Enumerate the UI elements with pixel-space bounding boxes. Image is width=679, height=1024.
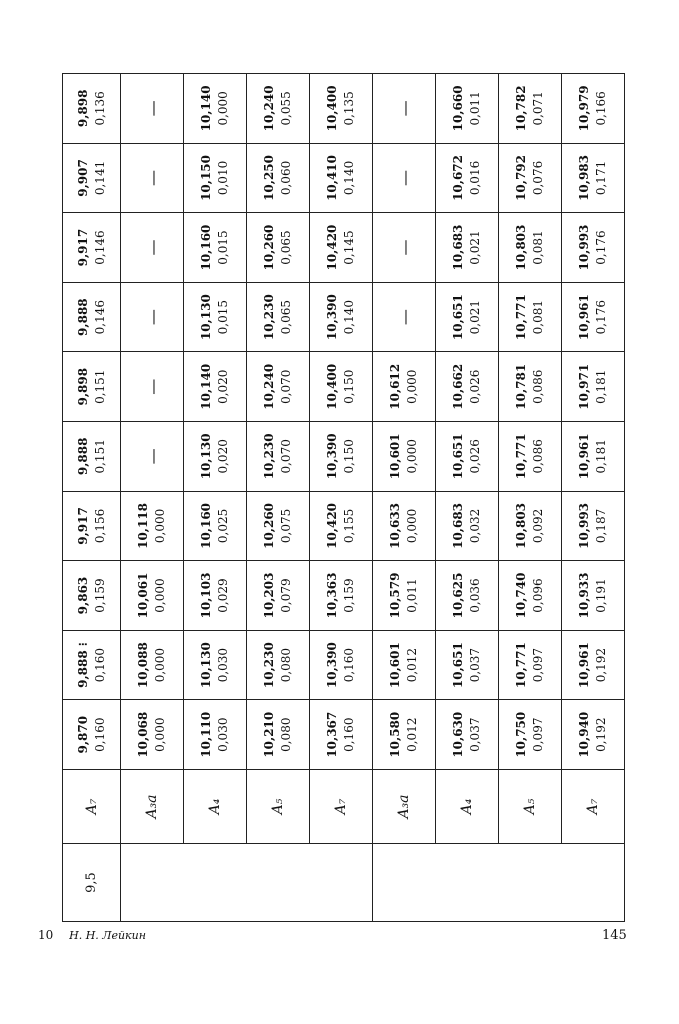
- cell-primary-value: 9,917: [75, 228, 90, 267]
- cell-secondary-value: 0,146: [92, 230, 107, 265]
- cell-secondary-value: 0,192: [594, 647, 608, 683]
- value-cell: [562, 352, 625, 422]
- cell-secondary-value: 0,055: [279, 91, 293, 126]
- value-cell: [310, 422, 373, 492]
- cell-primary-value: 9,898: [75, 89, 90, 128]
- cell-primary-value: 10,260: [262, 224, 276, 271]
- value-cell: [499, 143, 562, 213]
- cell-secondary-value: 0,021: [468, 230, 482, 265]
- value-cell: [121, 143, 184, 213]
- cell-primary-value: 10,993: [577, 224, 591, 271]
- value-cell: [499, 630, 562, 700]
- cell-primary-value: 10,203: [262, 572, 276, 619]
- cell-primary-value: 10,230: [262, 642, 276, 689]
- value-cell: [184, 561, 247, 631]
- cell-primary-value: 10,130: [199, 433, 213, 480]
- cell-primary-value: 10,579: [388, 572, 402, 619]
- cell-secondary-value: 0,015: [216, 299, 230, 335]
- value-cell: [436, 491, 499, 561]
- dash-mark: —: [394, 100, 414, 117]
- value-cell: [63, 213, 121, 283]
- cell-secondary-value: 0,155: [342, 508, 356, 544]
- cell-secondary-value: 0,160: [92, 647, 107, 683]
- cell-secondary-value: 0,159: [92, 578, 107, 613]
- dash-mark: —: [142, 169, 162, 186]
- cell-primary-value: 10,390: [325, 433, 339, 480]
- cell-secondary-value: 0,029: [216, 578, 230, 613]
- value-cell: [63, 422, 121, 492]
- cell-secondary-value: 0,081: [531, 230, 545, 265]
- cell-secondary-value: 0,075: [279, 508, 293, 544]
- cell-secondary-value: 0,011: [468, 91, 482, 126]
- cell-primary-value: 10,210: [262, 711, 276, 758]
- cell-primary-value: 10,160: [199, 502, 213, 549]
- cell-primary-value: 10,683: [451, 502, 465, 549]
- cell-secondary-value: 0,070: [279, 369, 293, 404]
- cell-secondary-value: 0,000: [405, 369, 419, 404]
- cell-secondary-value: 0,020: [216, 369, 230, 404]
- value-cell: [121, 282, 184, 352]
- type-label-cell: A₄: [184, 770, 247, 844]
- cell-secondary-value: 0,076: [531, 160, 545, 196]
- cell-primary-value: 10,683: [451, 224, 465, 271]
- value-cell: [436, 143, 499, 213]
- value-cell: [310, 213, 373, 283]
- table-row: [63, 74, 121, 922]
- group-value-cell: [121, 844, 373, 922]
- value-cell: [373, 561, 436, 631]
- table-row: [310, 74, 373, 922]
- cell-secondary-value: 0,086: [531, 369, 545, 404]
- cell-secondary-value: 0,187: [594, 508, 608, 544]
- value-cell: [121, 74, 184, 144]
- value-cell: [310, 352, 373, 422]
- cell-primary-value: 10,160: [199, 224, 213, 271]
- cell-primary-value: 10,651: [451, 433, 465, 480]
- value-cell: [63, 143, 121, 213]
- cell-primary-value: 10,803: [514, 224, 528, 271]
- cell-secondary-value: 0,097: [531, 717, 545, 752]
- value-cell: [184, 352, 247, 422]
- cell-primary-value: 10,633: [388, 502, 402, 549]
- cell-primary-value: 10,110: [199, 711, 213, 758]
- cell-primary-value: 9,907: [75, 159, 90, 197]
- value-cell: [310, 700, 373, 770]
- page-number: 145: [602, 928, 627, 943]
- value-cell: [247, 213, 310, 283]
- cell-primary-value: 10,260: [262, 502, 276, 549]
- cell-primary-value: 10,068: [136, 711, 150, 758]
- cell-primary-value: 10,651: [451, 294, 465, 341]
- value-cell: [436, 282, 499, 352]
- cell-primary-value: 9,870: [75, 715, 90, 754]
- table-row: [247, 74, 310, 922]
- cell-secondary-value: 0,032: [468, 508, 482, 544]
- table-row: [184, 74, 247, 922]
- group-value-cell: 9,5: [63, 844, 121, 922]
- value-cell: [373, 422, 436, 492]
- value-cell: [436, 630, 499, 700]
- cell-secondary-value: 0,010: [216, 160, 230, 196]
- running-header: [38, 928, 146, 942]
- table-row: [499, 74, 562, 922]
- cell-secondary-value: 0,135: [342, 91, 356, 126]
- value-cell: [247, 282, 310, 352]
- cell-secondary-value: 0,081: [531, 299, 545, 335]
- cell-primary-value: 10,971: [577, 363, 591, 410]
- group-value-cell: [373, 844, 625, 922]
- type-label-cell: A₇: [63, 770, 121, 844]
- cell-primary-value: 10,961: [577, 642, 591, 689]
- cell-primary-value: 10,088: [136, 642, 150, 689]
- cell-secondary-value: 0,011: [405, 578, 419, 613]
- cell-secondary-value: 0,150: [342, 369, 356, 404]
- value-cell: [562, 282, 625, 352]
- value-cell: [247, 74, 310, 144]
- cell-primary-value: 9,888 ⁝: [75, 642, 90, 688]
- value-cell: [562, 74, 625, 144]
- table-row: [121, 74, 184, 922]
- cell-primary-value: 10,130: [199, 294, 213, 341]
- value-cell: [499, 422, 562, 492]
- cell-secondary-value: 0,092: [531, 508, 545, 544]
- cell-primary-value: 10,601: [388, 433, 402, 480]
- value-cell: [562, 561, 625, 631]
- value-cell: [247, 352, 310, 422]
- value-cell: [562, 700, 625, 770]
- dash-mark: —: [142, 239, 162, 256]
- cell-secondary-value: 0,000: [216, 91, 230, 126]
- value-cell: [247, 143, 310, 213]
- cell-primary-value: 10,750: [514, 711, 528, 758]
- cell-secondary-value: 0,071: [531, 91, 545, 126]
- cell-primary-value: 10,363: [325, 572, 339, 619]
- value-cell: [436, 561, 499, 631]
- cell-primary-value: 10,140: [199, 85, 213, 132]
- cell-primary-value: 10,420: [325, 502, 339, 549]
- cell-primary-value: 10,580: [388, 711, 402, 758]
- value-cell: [121, 700, 184, 770]
- value-cell: [436, 352, 499, 422]
- cell-secondary-value: 0,136: [92, 91, 107, 126]
- dash-mark: —: [142, 378, 162, 395]
- cell-primary-value: 10,390: [325, 642, 339, 689]
- cell-primary-value: 10,782: [514, 85, 528, 132]
- value-cell: [436, 700, 499, 770]
- value-cell: [436, 213, 499, 283]
- author-name: Н. Н. Лейкин: [69, 929, 146, 942]
- value-cell: [436, 74, 499, 144]
- cell-primary-value: 10,740: [514, 572, 528, 619]
- cell-secondary-value: 0,012: [405, 647, 419, 683]
- value-cell: [63, 282, 121, 352]
- dash-mark: —: [394, 239, 414, 256]
- value-cell: [121, 630, 184, 700]
- cell-primary-value: 10,983: [577, 154, 591, 201]
- cell-secondary-value: 0,150: [342, 439, 356, 474]
- value-cell: [310, 282, 373, 352]
- cell-secondary-value: 0,000: [405, 439, 419, 474]
- cell-secondary-value: 0,151: [92, 439, 107, 474]
- cell-primary-value: 10,250: [262, 154, 276, 201]
- rotated-data-table: [62, 74, 624, 922]
- cell-secondary-value: 0,012: [405, 717, 419, 752]
- cell-primary-value: 10,933: [577, 572, 591, 619]
- value-cell: [499, 282, 562, 352]
- cell-secondary-value: 0,192: [594, 717, 608, 752]
- cell-primary-value: 10,400: [325, 85, 339, 132]
- dash-mark: —: [142, 309, 162, 326]
- value-cell: [121, 352, 184, 422]
- value-cell: [247, 491, 310, 561]
- value-cell: [63, 561, 121, 631]
- value-cell: [121, 213, 184, 283]
- cell-primary-value: 10,625: [451, 572, 465, 619]
- cell-secondary-value: 0,030: [216, 647, 230, 683]
- data-table: [62, 73, 625, 922]
- value-cell: [63, 491, 121, 561]
- cell-secondary-value: 0,020: [216, 439, 230, 474]
- cell-secondary-value: 0,036: [468, 578, 482, 613]
- cell-primary-value: 10,118: [136, 502, 150, 549]
- value-cell: [184, 491, 247, 561]
- dash-mark: —: [142, 100, 162, 117]
- cell-primary-value: 10,771: [514, 294, 528, 341]
- value-cell: [373, 491, 436, 561]
- value-cell: [184, 143, 247, 213]
- value-cell: [499, 213, 562, 283]
- cell-primary-value: 10,660: [451, 85, 465, 132]
- cell-secondary-value: 0,037: [468, 717, 482, 752]
- value-cell: [121, 561, 184, 631]
- value-cell: [499, 352, 562, 422]
- cell-primary-value: 10,961: [577, 433, 591, 480]
- value-cell: [373, 352, 436, 422]
- cell-secondary-value: 0,000: [153, 717, 167, 752]
- cell-primary-value: 9,863: [75, 576, 90, 615]
- cell-secondary-value: 0,097: [531, 647, 545, 683]
- cell-primary-value: 10,367: [325, 711, 339, 758]
- value-cell: [373, 213, 436, 283]
- cell-primary-value: 10,771: [514, 642, 528, 689]
- cell-secondary-value: 0,000: [153, 508, 167, 544]
- value-cell: [562, 630, 625, 700]
- cell-secondary-value: 0,160: [342, 717, 356, 752]
- value-cell: [436, 422, 499, 492]
- cell-primary-value: 10,672: [451, 154, 465, 201]
- cell-primary-value: 10,390: [325, 294, 339, 341]
- value-cell: [247, 561, 310, 631]
- cell-secondary-value: 0,021: [468, 299, 482, 335]
- value-cell: [373, 282, 436, 352]
- cell-primary-value: 10,803: [514, 502, 528, 549]
- type-label-cell: A₄: [436, 770, 499, 844]
- value-cell: [562, 213, 625, 283]
- cell-primary-value: 10,230: [262, 433, 276, 480]
- cell-secondary-value: 0,065: [279, 299, 293, 335]
- cell-secondary-value: 0,070: [279, 439, 293, 474]
- cell-primary-value: 10,061: [136, 572, 150, 619]
- cell-secondary-value: 0,030: [216, 717, 230, 752]
- cell-secondary-value: 0,140: [342, 299, 356, 335]
- value-cell: [562, 143, 625, 213]
- cell-secondary-value: 0,176: [594, 299, 608, 335]
- value-cell: [562, 422, 625, 492]
- type-label-cell: A₅: [499, 770, 562, 844]
- cell-secondary-value: 0,145: [342, 230, 356, 265]
- cell-primary-value: 10,630: [451, 711, 465, 758]
- cell-primary-value: 10,601: [388, 642, 402, 689]
- cell-primary-value: 10,979: [577, 85, 591, 132]
- dash-mark: —: [142, 448, 162, 465]
- type-label-cell: A₃a: [121, 770, 184, 844]
- cell-secondary-value: 0,141: [92, 160, 107, 196]
- value-cell: [373, 630, 436, 700]
- cell-primary-value: 10,662: [451, 363, 465, 410]
- type-label-cell: A₅: [247, 770, 310, 844]
- value-cell: [310, 630, 373, 700]
- cell-secondary-value: 0,026: [468, 369, 482, 404]
- type-label-cell: A₇: [310, 770, 373, 844]
- cell-secondary-value: 0,000: [405, 508, 419, 544]
- cell-primary-value: 10,792: [514, 154, 528, 201]
- cell-secondary-value: 0,140: [342, 160, 356, 196]
- cell-primary-value: 10,781: [514, 363, 528, 410]
- value-cell: [184, 630, 247, 700]
- cell-primary-value: 9,888: [75, 437, 90, 476]
- value-cell: [247, 700, 310, 770]
- value-cell: [310, 143, 373, 213]
- left-margin-number: 10: [38, 928, 54, 942]
- value-cell: [499, 700, 562, 770]
- cell-secondary-value: 0,037: [468, 647, 482, 683]
- value-cell: [499, 561, 562, 631]
- cell-secondary-value: 0,171: [594, 160, 608, 196]
- cell-secondary-value: 0,015: [216, 230, 230, 265]
- value-cell: [184, 282, 247, 352]
- cell-secondary-value: 0,166: [594, 91, 608, 126]
- value-cell: [373, 700, 436, 770]
- cell-secondary-value: 0,086: [531, 439, 545, 474]
- value-cell: [63, 630, 121, 700]
- cell-secondary-value: 0,160: [92, 717, 107, 752]
- cell-secondary-value: 0,026: [468, 439, 482, 474]
- cell-secondary-value: 0,176: [594, 230, 608, 265]
- cell-secondary-value: 0,156: [92, 508, 107, 544]
- cell-secondary-value: 0,096: [531, 578, 545, 613]
- cell-secondary-value: 0,159: [342, 578, 356, 613]
- value-cell: [63, 352, 121, 422]
- cell-secondary-value: 0,016: [468, 160, 482, 196]
- value-cell: [121, 491, 184, 561]
- cell-secondary-value: 0,079: [279, 578, 293, 613]
- cell-primary-value: 10,410: [325, 154, 339, 201]
- cell-secondary-value: 0,080: [279, 647, 293, 683]
- value-cell: [499, 491, 562, 561]
- value-cell: [373, 143, 436, 213]
- value-cell: [63, 74, 121, 144]
- cell-primary-value: 10,140: [199, 363, 213, 410]
- cell-primary-value: 10,230: [262, 294, 276, 341]
- cell-secondary-value: 0,151: [92, 369, 107, 404]
- value-cell: [63, 700, 121, 770]
- value-cell: [499, 74, 562, 144]
- value-cell: [310, 74, 373, 144]
- table-row: [436, 74, 499, 922]
- value-cell: [373, 74, 436, 144]
- cell-primary-value: 10,940: [577, 711, 591, 758]
- table-row: [562, 74, 625, 922]
- type-label-cell: A₃a: [373, 770, 436, 844]
- cell-primary-value: 9,888: [75, 298, 90, 336]
- value-cell: [247, 630, 310, 700]
- cell-primary-value: 10,400: [325, 363, 339, 410]
- cell-primary-value: 9,898: [75, 367, 90, 406]
- cell-secondary-value: 0,191: [594, 578, 608, 613]
- cell-primary-value: 10,150: [199, 154, 213, 201]
- cell-secondary-value: 0,065: [279, 230, 293, 265]
- value-cell: [184, 422, 247, 492]
- type-label-cell: A₇: [562, 770, 625, 844]
- cell-secondary-value: 0,181: [594, 439, 608, 474]
- cell-primary-value: 10,130: [199, 642, 213, 689]
- value-cell: [184, 213, 247, 283]
- dash-mark: —: [394, 309, 414, 326]
- value-cell: [184, 700, 247, 770]
- cell-secondary-value: 0,160: [342, 647, 356, 683]
- cell-secondary-value: 0,000: [153, 647, 167, 683]
- value-cell: [310, 491, 373, 561]
- cell-primary-value: 10,651: [451, 642, 465, 689]
- cell-secondary-value: 0,080: [279, 717, 293, 752]
- value-cell: [247, 422, 310, 492]
- cell-primary-value: 10,993: [577, 502, 591, 549]
- cell-primary-value: 10,103: [199, 572, 213, 619]
- value-cell: [562, 491, 625, 561]
- cell-secondary-value: 0,146: [92, 299, 107, 335]
- cell-secondary-value: 0,060: [279, 160, 293, 196]
- cell-primary-value: 10,240: [262, 363, 276, 410]
- cell-primary-value: 10,612: [388, 363, 402, 410]
- value-cell: [310, 561, 373, 631]
- dash-mark: —: [394, 169, 414, 186]
- value-cell: [184, 74, 247, 144]
- cell-primary-value: 10,240: [262, 85, 276, 132]
- cell-primary-value: 10,961: [577, 294, 591, 341]
- cell-primary-value: 10,420: [325, 224, 339, 271]
- cell-primary-value: 9,917: [75, 507, 90, 545]
- table-row: [373, 74, 436, 922]
- value-cell: [121, 422, 184, 492]
- cell-primary-value: 10,771: [514, 433, 528, 480]
- cell-secondary-value: 0,000: [153, 578, 167, 613]
- cell-secondary-value: 0,025: [216, 508, 230, 544]
- cell-secondary-value: 0,181: [594, 369, 608, 404]
